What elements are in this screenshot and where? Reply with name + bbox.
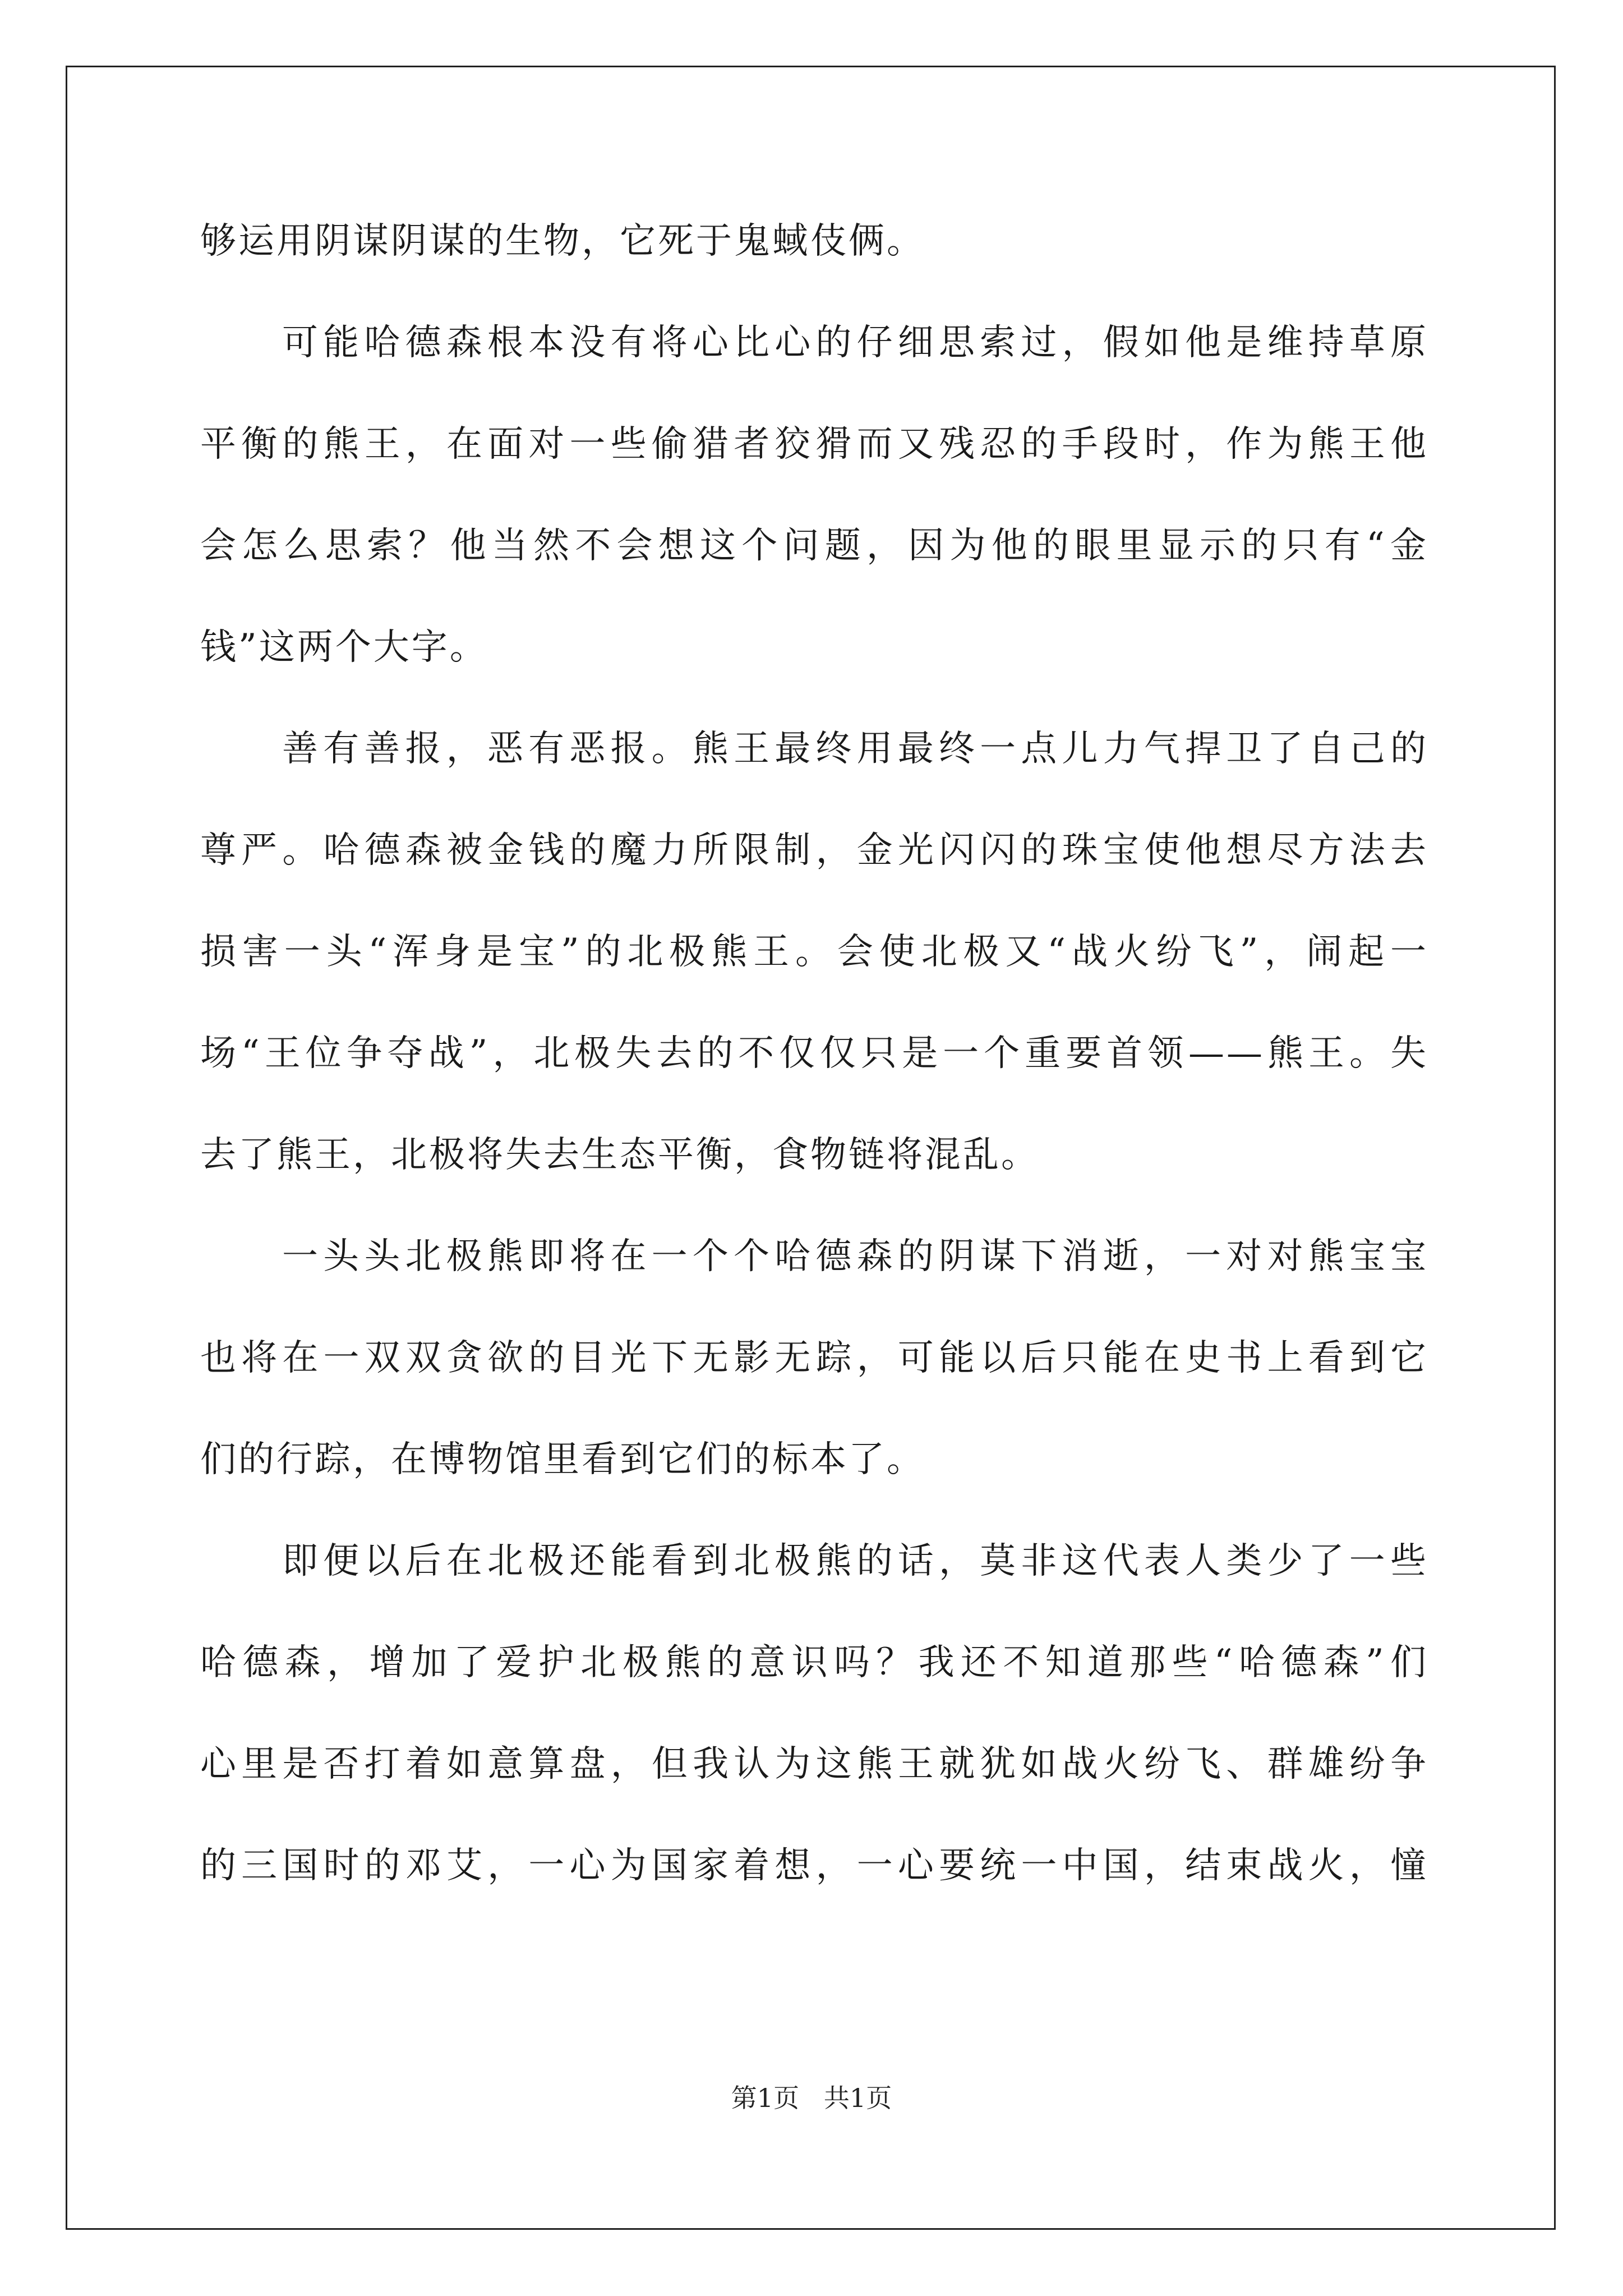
page-number-footer: 第1页 共1页 <box>731 2083 892 2113</box>
text-line-4: 会怎么思索？他当然不会想这个问题，因为他的眼里显示的只有“金 <box>200 525 1428 567</box>
text-line-12: 也将在一双双贪欲的目光下无影无踪，可能以后只能在史书上看到它 <box>200 1337 1428 1379</box>
text-line-3: 平衡的熊王，在面对一些偷猎者狡猾而又残忍的手段时，作为熊王他 <box>200 424 1428 465</box>
text-line-15: 哈德森，增加了爱护北极熊的意识吗？我还不知道那些“哈德森”们 <box>200 1642 1428 1683</box>
text-line-1: 够运用阴谋阴谋的生物，它死于鬼蜮伎俩。 <box>200 220 925 262</box>
text-line-2: 可能哈德森根本没有将心比心的仔细思索过，假如他是维持草原 <box>282 322 1428 364</box>
text-line-8: 损害一头“浑身是宝”的北极熊王。会使北极又“战火纷飞”，闹起一 <box>200 931 1428 973</box>
text-line-13: 们的行踪，在博物馆里看到它们的标本了。 <box>200 1439 925 1480</box>
text-line-11: 一头头北极熊即将在一个个哈德森的阴谋下消逝，一对对熊宝宝 <box>282 1236 1428 1277</box>
text-line-10: 去了熊王，北极将失去生态平衡，食物链将混乱。 <box>200 1134 1039 1176</box>
text-line-7: 尊严。哈德森被金钱的魔力所限制，金光闪闪的珠宝使他想尽方法去 <box>200 830 1428 871</box>
text-line-9: 场“王位争夺战”，北极失去的不仅仅只是一个重要首领——熊王。失 <box>200 1033 1428 1074</box>
text-line-5: 钱”这两个大字。 <box>200 627 488 668</box>
text-line-16: 心里是否打着如意算盘，但我认为这熊王就犹如战火纷飞、群雄纷争 <box>200 1743 1428 1785</box>
text-line-17: 的三国时的邓艾，一心为国家着想，一心要统一中国，结束战火，憧 <box>200 1845 1428 1887</box>
text-line-6: 善有善报，恶有恶报。熊王最终用最终一点儿力气捍卫了自己的 <box>282 728 1428 770</box>
text-line-14: 即便以后在北极还能看到北极熊的话，莫非这代表人类少了一些 <box>282 1540 1428 1582</box>
